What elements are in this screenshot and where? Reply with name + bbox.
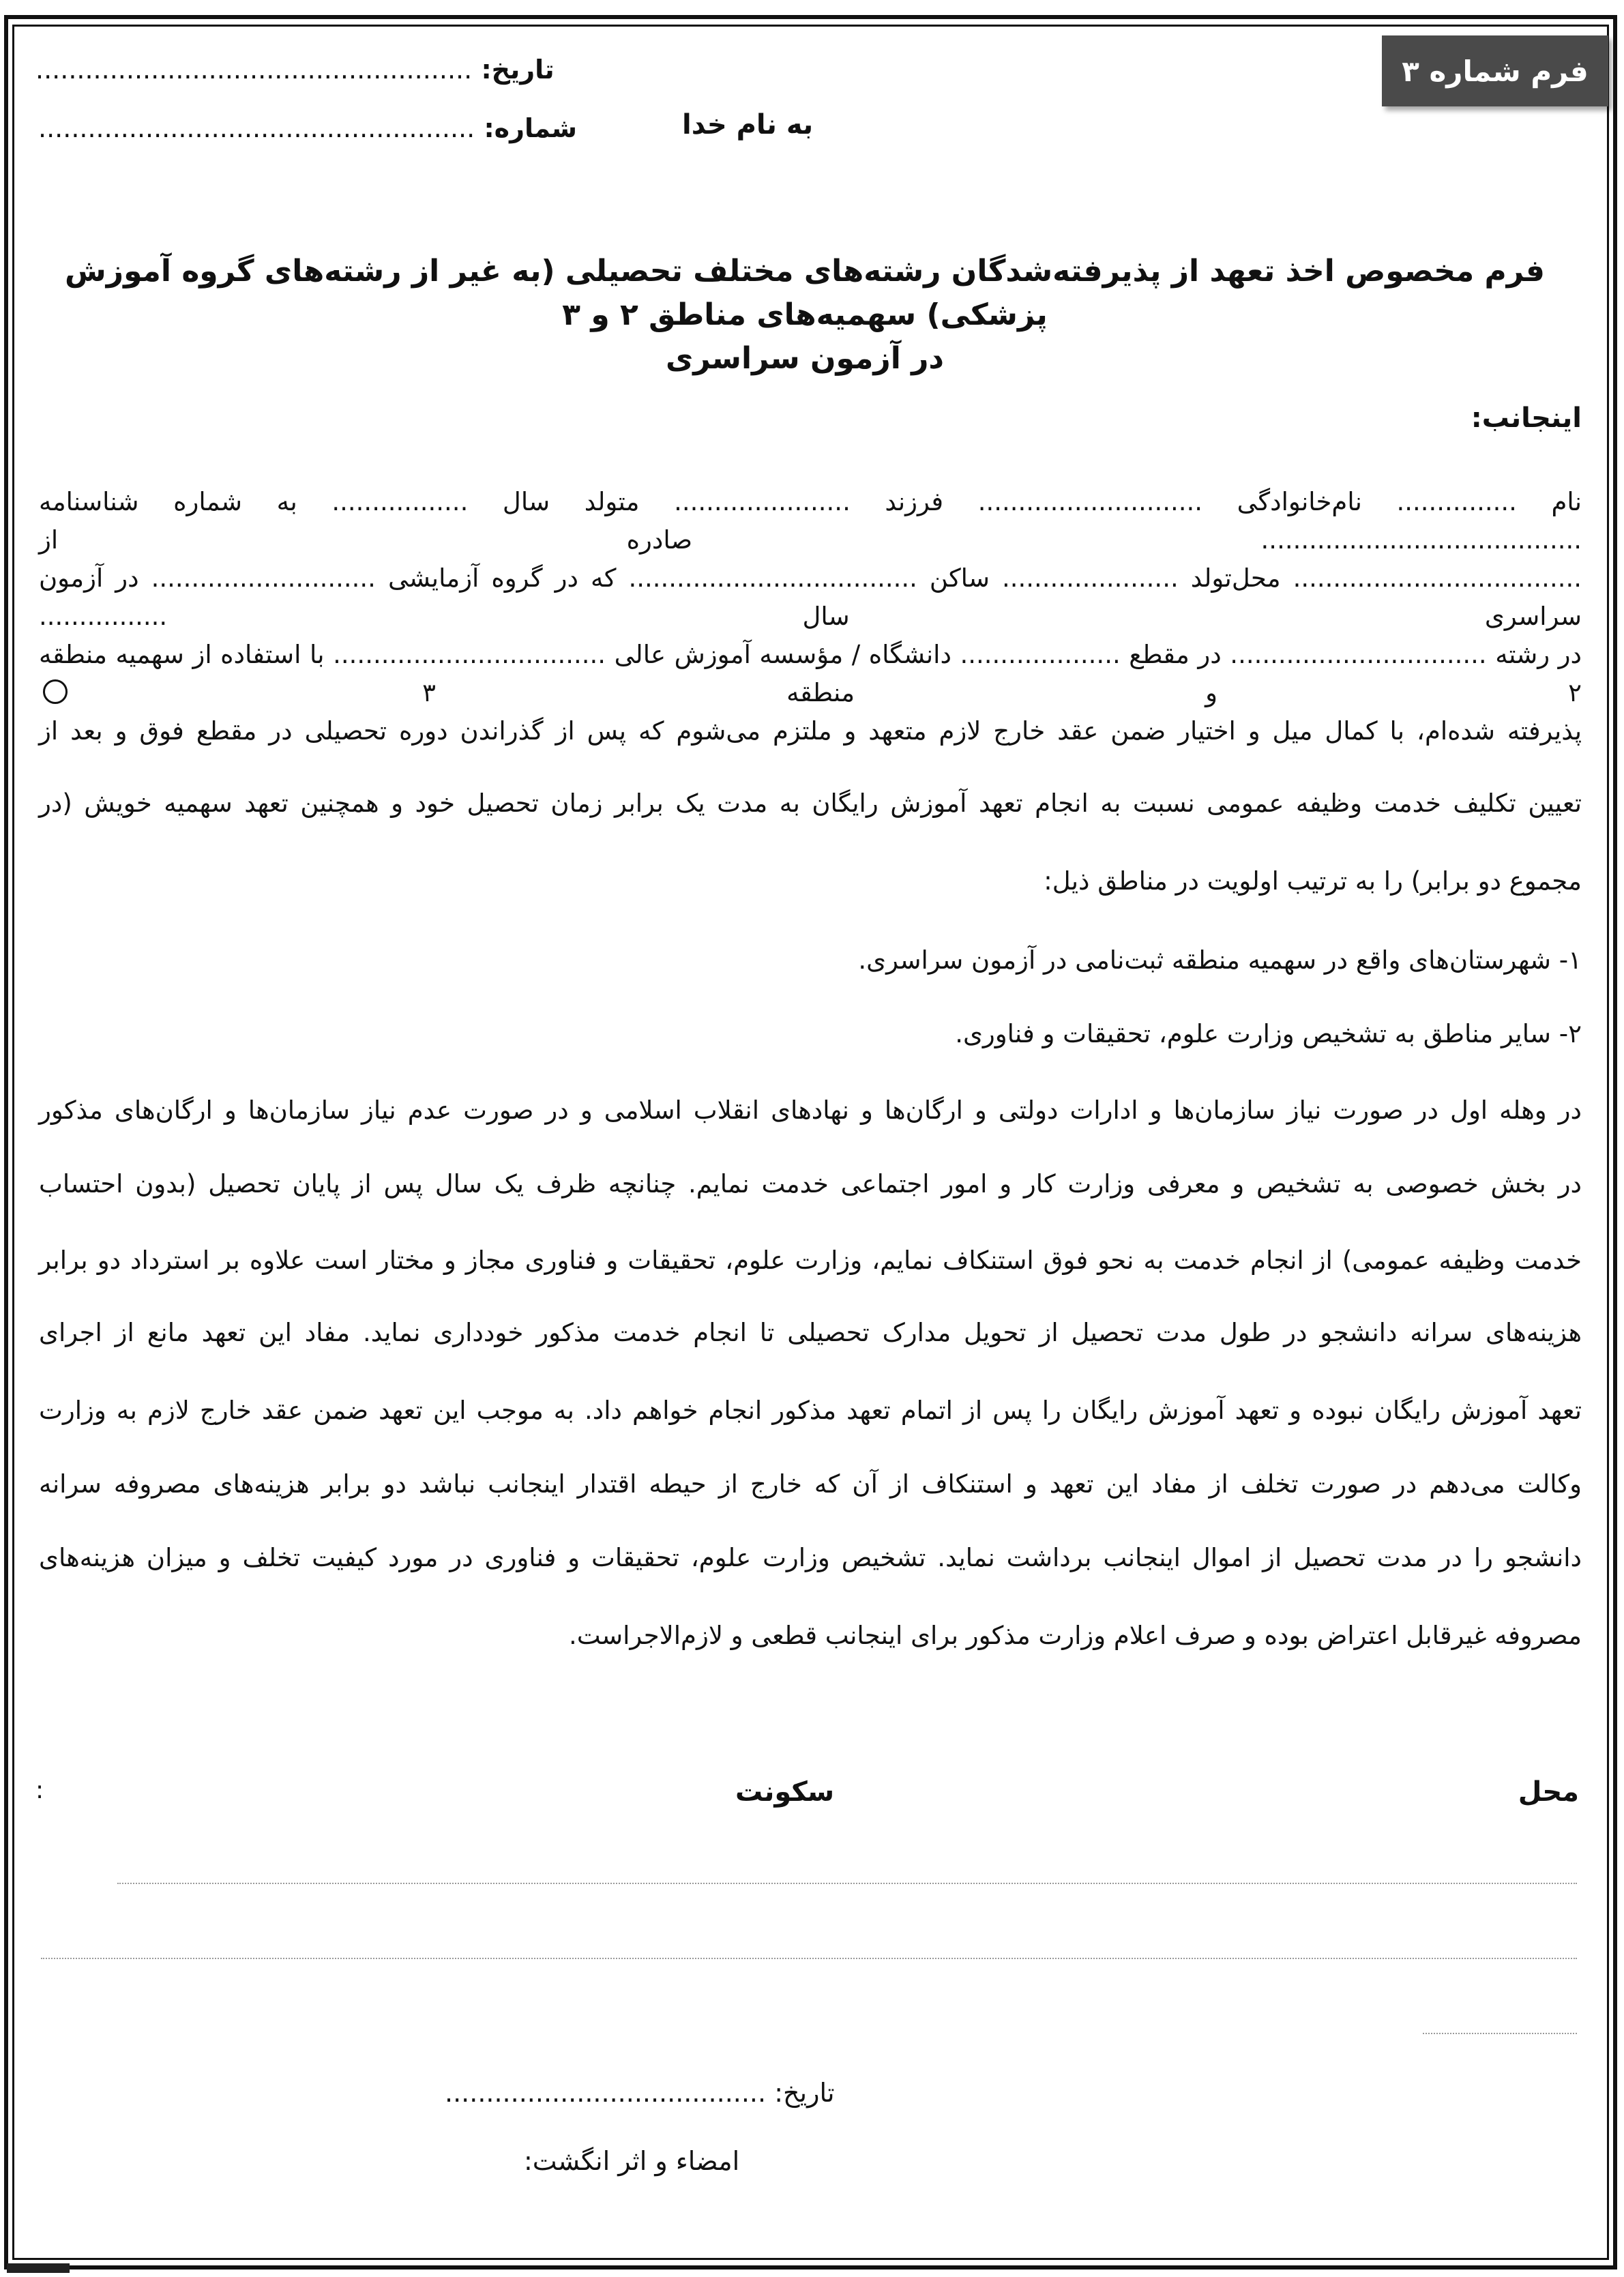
paragraph2-line-4: هزینه‌های سرانه دانشجو در طول مدت تحصیل از تحویل مدارک تحصیلی تا انجام خدمت مذکور خودداری نماید. مفاد این تعهد مانع از اجرای: [39, 1318, 1582, 1347]
list-item-2: ۲- سایر مناطق به تشخیص وزارت علوم، تحقیقات و فناوری.: [955, 1019, 1582, 1048]
paragraph2-line-2: در بخش خصوصی به تشخیص و معرفی وزارت کار و امور اجتماعی خدمت نمایم. چنانچه ظرف یک سال پس از پایان تحصیل (بدون احتساب: [39, 1169, 1582, 1199]
header-number: [38, 113, 577, 143]
paragraph1-line-1: پذیرفته شده‌ام، با کمال میل و اختیار ضمن عقد خارج لازم متعهد و ملتزم می‌شوم که پس از گذراندن دوره تحصیلی در مقطع فوق و بعد از: [39, 716, 1582, 746]
bismillah: به نام خدا: [682, 109, 814, 141]
paragraph2-line-8: مصروفه غیرقابل اعتراض بوده و صرف اعلام وزارت مذکور برای اینجانب قطعی و لازم‌الاجراست.: [569, 1621, 1582, 1650]
header-date-dots: .....................................................: [35, 55, 473, 85]
watermark-logo: [7, 2263, 70, 2273]
header-date: [35, 55, 555, 85]
paragraph2-line-7: دانشجو را در مدت تحصیل از اموال اینجانب برداشت نماید. تشخیص وزارت علوم، تحقیقات و فناوری در مورد کیفیت تخلف و میزان هزینه‌های: [39, 1543, 1582, 1572]
paragraph2-line-3: خدمت وظیفه عمومی) از انجام خدمت به نحو فوق استنکاف نمایم، وزارت علوم، تحقیقات و فناوری مجاز و مختار است علاوه بر استرداد دو برابر: [39, 1246, 1582, 1275]
fill-line-3-text: در رشته ................................ در مقطع .................... دانشگاه / مؤسسه آموزش عالی .................................. با استفاده از سهمیه منطقه ۲ و منطقه ۳: [39, 640, 1582, 707]
header-number-dots: .....................................................: [38, 113, 475, 143]
header-number-label: شماره:: [484, 113, 578, 143]
header-date-label: تاریخ:: [481, 55, 555, 85]
residence-label-b: سکونت: [735, 1776, 835, 1808]
fill-line-1: نام ............... نام‌خانوادگی ............................ فرزند ...................... متولد سال ................. به شماره شناسنامه ........................................ صادره از: [39, 487, 1582, 555]
form-title: [27, 250, 1582, 381]
residence-label-a: محل: [1518, 1776, 1579, 1808]
paragraph1-line-3: مجموع دو برابر) را به ترتیب اولویت در مناطق ذیل:: [1044, 866, 1582, 896]
signature-date: [445, 2078, 835, 2108]
paragraph2-line-1: در وهله اول در صورت نیاز سازمان‌ها و ادارات دولتی و ارگان‌ها و نهادهای انقلاب اسلامی و در صورت عدم نیاز سازمان‌ها و ارگان‌های مذکور: [39, 1096, 1582, 1125]
residence-colon: :: [35, 1776, 44, 1804]
paragraph2-line-5: تعهد آموزش رایگان نبوده و تعهد آموزش رایگان را پس از اتمام تعهد مذکور انجام خواهم داد. به موجب این تعهد ضمن عقد خارج لازم به وزارت: [39, 1396, 1582, 1425]
zone-3-checkbox[interactable]: [43, 679, 68, 704]
signature-date-label: تاریخ:: [774, 2078, 835, 2108]
list-item-1: ۱- شهرستان‌های واقع در سهمیه منطقه ثبت‌نامی در آزمون سراسری.: [858, 945, 1582, 975]
form-title-line1: فرم مخصوص اخذ تعهد از پذیرفته‌شدگان رشته‌های مختلف تحصیلی (به غیر از رشته‌های گروه آموزش پزشکی) سهمیه‌های مناطق ۲ و ۳: [65, 254, 1545, 332]
intro-label: اینجانب:: [1471, 402, 1582, 434]
residence-line-3[interactable]: [1423, 2033, 1577, 2034]
residence-line-1[interactable]: [117, 1883, 1577, 1884]
residence-line-2[interactable]: [41, 1958, 1577, 1959]
paragraph1-line-2: تعیین تکلیف خدمت وظیفه عمومی نسبت به انجام تعهد آموزش رایگان به مدت یک برابر زمان تحصیل خود و همچنین تعهد سهمیه خویش (در: [39, 789, 1582, 818]
fill-line-3: [39, 636, 1582, 712]
signature-label: امضاء و اثر انگشت:: [524, 2146, 740, 2176]
paragraph2-line-6: وکالت می‌دهم در صورت تخلف از مفاد این تعهد و استنکاف از آن که خارج از حیطه اقتدار اینجانب نباشد دو برابر هزینه‌های مصروفه سرانه: [39, 1469, 1582, 1499]
form-number-badge: فرم شماره ۳: [1382, 35, 1608, 106]
signature-date-dots: .......................................: [445, 2078, 767, 2108]
form-title-line2: در آزمون سراسری: [665, 341, 945, 376]
fill-line-2: .................................... محل‌تولد ...................... ساکن .................................... که در گروه آزمایشی ............................ در آزمون سراسری سال ................: [39, 563, 1582, 631]
